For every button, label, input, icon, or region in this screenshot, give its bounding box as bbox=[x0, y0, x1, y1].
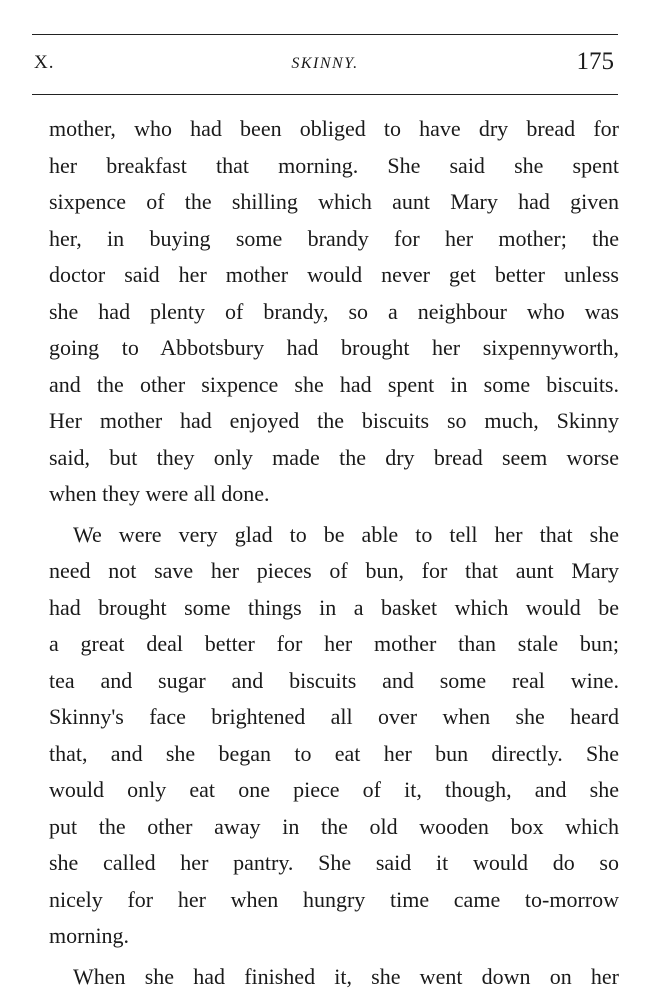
text-line: and the other sixpence she had spent in some biscuits. bbox=[49, 371, 619, 397]
running-header bbox=[32, 46, 618, 86]
text-line: doctor said her mother would never get better unless bbox=[49, 262, 619, 287]
chapter-number: X. bbox=[34, 52, 55, 73]
text-line: said, but they only made the dry bread seem worse bbox=[49, 444, 619, 470]
body-text bbox=[49, 111, 619, 995]
text-line: morning. bbox=[49, 923, 130, 948]
header-bottom-rule bbox=[32, 94, 618, 95]
paragraph bbox=[49, 959, 619, 996]
text-line: Skinny's face brightened all over when she heard bbox=[49, 704, 619, 729]
text-line: When she had finished it, she went down on her bbox=[73, 963, 619, 989]
text-line: Her mother had enjoyed the biscuits so much, Skinny bbox=[49, 408, 619, 433]
text-line: that, and she began to eat her bun directly. She bbox=[49, 740, 619, 766]
paragraph bbox=[49, 111, 619, 513]
header-top-rule bbox=[32, 34, 618, 35]
text-line: need not save her pieces of bun, for that aunt Mary bbox=[49, 558, 619, 583]
running-title: SKINNY. bbox=[291, 55, 359, 72]
text-line: she had plenty of brandy, so a neighbour who was bbox=[49, 298, 619, 324]
text-line: nicely for her when hungry time came to-morrow bbox=[49, 886, 619, 912]
text-line: tea and sugar and biscuits and some real wine. bbox=[49, 667, 619, 693]
text-line: a great deal better for her mother than stale bun; bbox=[49, 631, 619, 656]
paragraph bbox=[49, 517, 619, 955]
text-line: We were very glad to be able to tell her that she bbox=[73, 521, 619, 547]
text-line: her breakfast that morning. She said she spent bbox=[49, 152, 619, 178]
text-line: she called her pantry. She said it would do so bbox=[49, 850, 619, 875]
page-number: 175 bbox=[576, 48, 614, 75]
text-line: when they were all done. bbox=[49, 481, 270, 506]
text-line: her, in buying some brandy for her mother; the bbox=[49, 225, 619, 251]
text-line: put the other away in the old wooden box which bbox=[49, 813, 619, 839]
text-line: mother, who had been obliged to have dry bread for bbox=[49, 116, 619, 141]
text-line: had brought some things in a basket which would be bbox=[49, 594, 619, 620]
text-line: sixpence of the shilling which aunt Mary had given bbox=[49, 189, 619, 214]
text-line: going to Abbotsbury had brought her sixpennyworth, bbox=[49, 335, 619, 360]
text-line: would only eat one piece of it, though, and she bbox=[49, 777, 619, 802]
